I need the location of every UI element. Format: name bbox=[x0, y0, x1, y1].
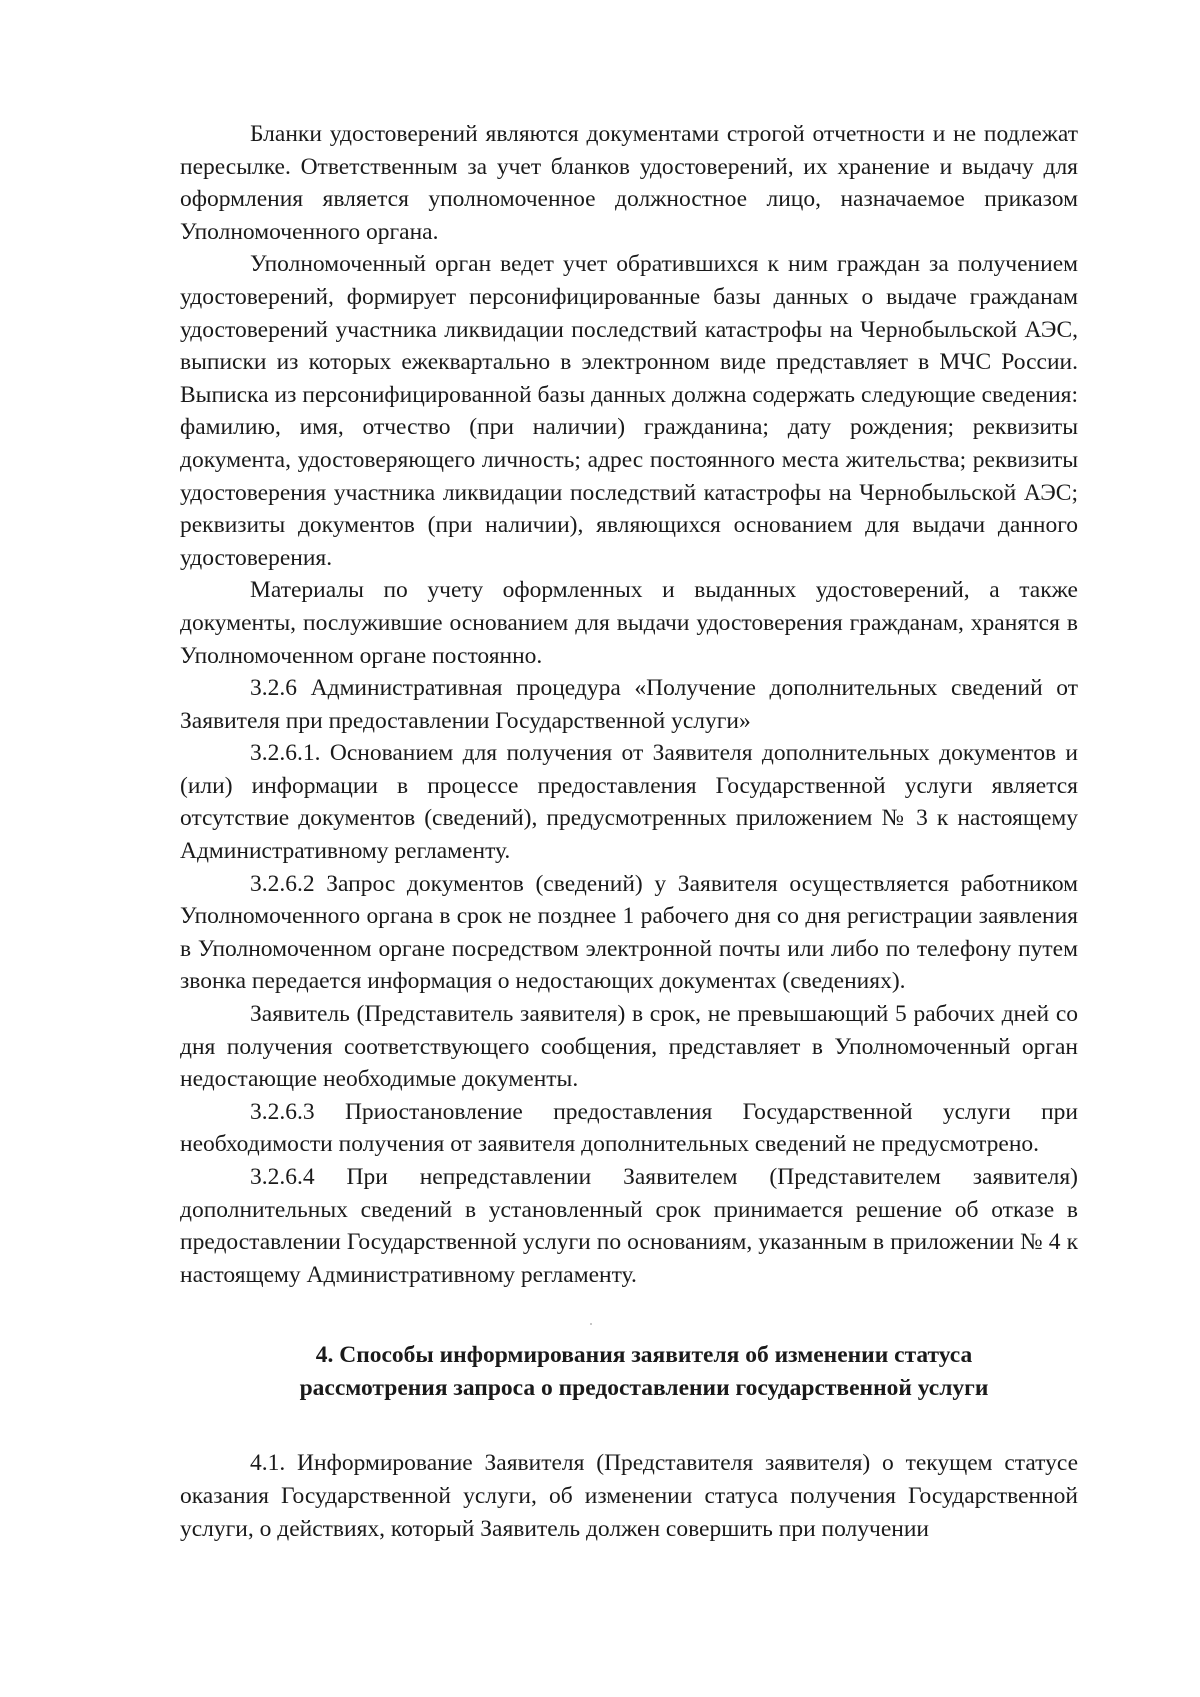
paragraph-3-2-6-3: 3.2.6.3 Приостановление предоставления Государственной услуги при необходимости получения от заявителя дополнительных сведений не предусмотрено. bbox=[180, 1098, 1078, 1158]
scan-speck bbox=[590, 1323, 592, 1325]
paragraph-procedure-3-2-6: 3.2.6 Административная процедура «Получение дополнительных сведений от Заявителя при предоставлении Государственной услуги» bbox=[180, 675, 1078, 734]
paragraph-records-database: Уполномоченный орган ведет учет обратившихся к ним граждан за получением удостоверений, формирует персонифицированные базы данных о выдаче гражданам удостоверений участника ликвидации последствий катастрофы на Чернобыльской АЭС, выписки из которых ежеквартально в электронном виде представляет в МЧС России. Выписка из персонифицированной базы данных должна содержать следующие сведения: фамилию, имя, отчество (при наличии) гражданина; дату рождения; реквизиты документа, удостоверяющего личность; адрес постоянного места жительства; реквизиты удостоверения участника ликвидации последствий катастрофы на Чернобыльской АЭС; реквизиты документов (при наличии), являющихся основанием для выдачи данного удостоверения. bbox=[180, 251, 1078, 571]
section-heading bbox=[180, 1339, 1078, 1405]
paragraph-applicant-deadline: Заявитель (Представитель заявителя) в срок, не превышающий 5 рабочих дней со дня получения соответствующего сообщения, представляет в Уполномоченный орган недостающие необходимые документы. bbox=[180, 1001, 1078, 1093]
section-heading-line-1: 4. Способы информирования заявителя об изменении статуса bbox=[315, 1342, 973, 1369]
paragraph-4-1: 4.1. Информирование Заявителя (Представителя заявителя) о текущем статусе оказания Государственной услуги, об изменении статуса получения Государственной услуги, о действиях, который Заявитель должен совершить при получении bbox=[180, 1450, 1078, 1542]
section-heading-line-2: рассмотрения запроса о предоставлении государственной услуги bbox=[299, 1375, 989, 1402]
paragraph-3-2-6-1: 3.2.6.1. Основанием для получения от Заявителя дополнительных документов и (или) информации в процессе предоставления Государственной услуги является отсутствие документов (сведений), предусмотренных приложением № 3 к настоящему Административному регламенту. bbox=[180, 740, 1078, 865]
paragraph-3-2-6-2: 3.2.6.2 Запрос документов (сведений) у Заявителя осуществляется работником Уполномоченного органа в срок не позднее 1 рабочего дня со дня регистрации заявления в Уполномоченном органе посредством электронной почты или либо по телефону путем звонка передается информация о недостающих документах (сведениях). bbox=[180, 870, 1078, 995]
paragraph-blank-forms: Бланки удостоверений являются документами строгой отчетности и не подлежат пересылке. Ответственным за учет бланков удостоверений, их хранение и выдачу для оформления является уполномоченное должностное лицо, назначаемое приказом Уполномоченного органа. bbox=[180, 121, 1078, 245]
paragraph-materials-storage: Материалы по учету оформленных и выданных удостоверений, а также документы, послужившие основанием для выдачи удостоверения гражданам, хранятся в Уполномоченном органе постоянно. bbox=[180, 577, 1078, 669]
paragraph-3-2-6-4: 3.2.6.4 При непредставлении Заявителем (Представителем заявителя) дополнительных сведений в установленный срок принимается решение об отказе в предоставлении Государственной услуги по основаниям, указанным в приложении № 4 к настоящему Административному регламенту. bbox=[180, 1164, 1078, 1288]
document-page bbox=[180, 118, 1078, 1545]
